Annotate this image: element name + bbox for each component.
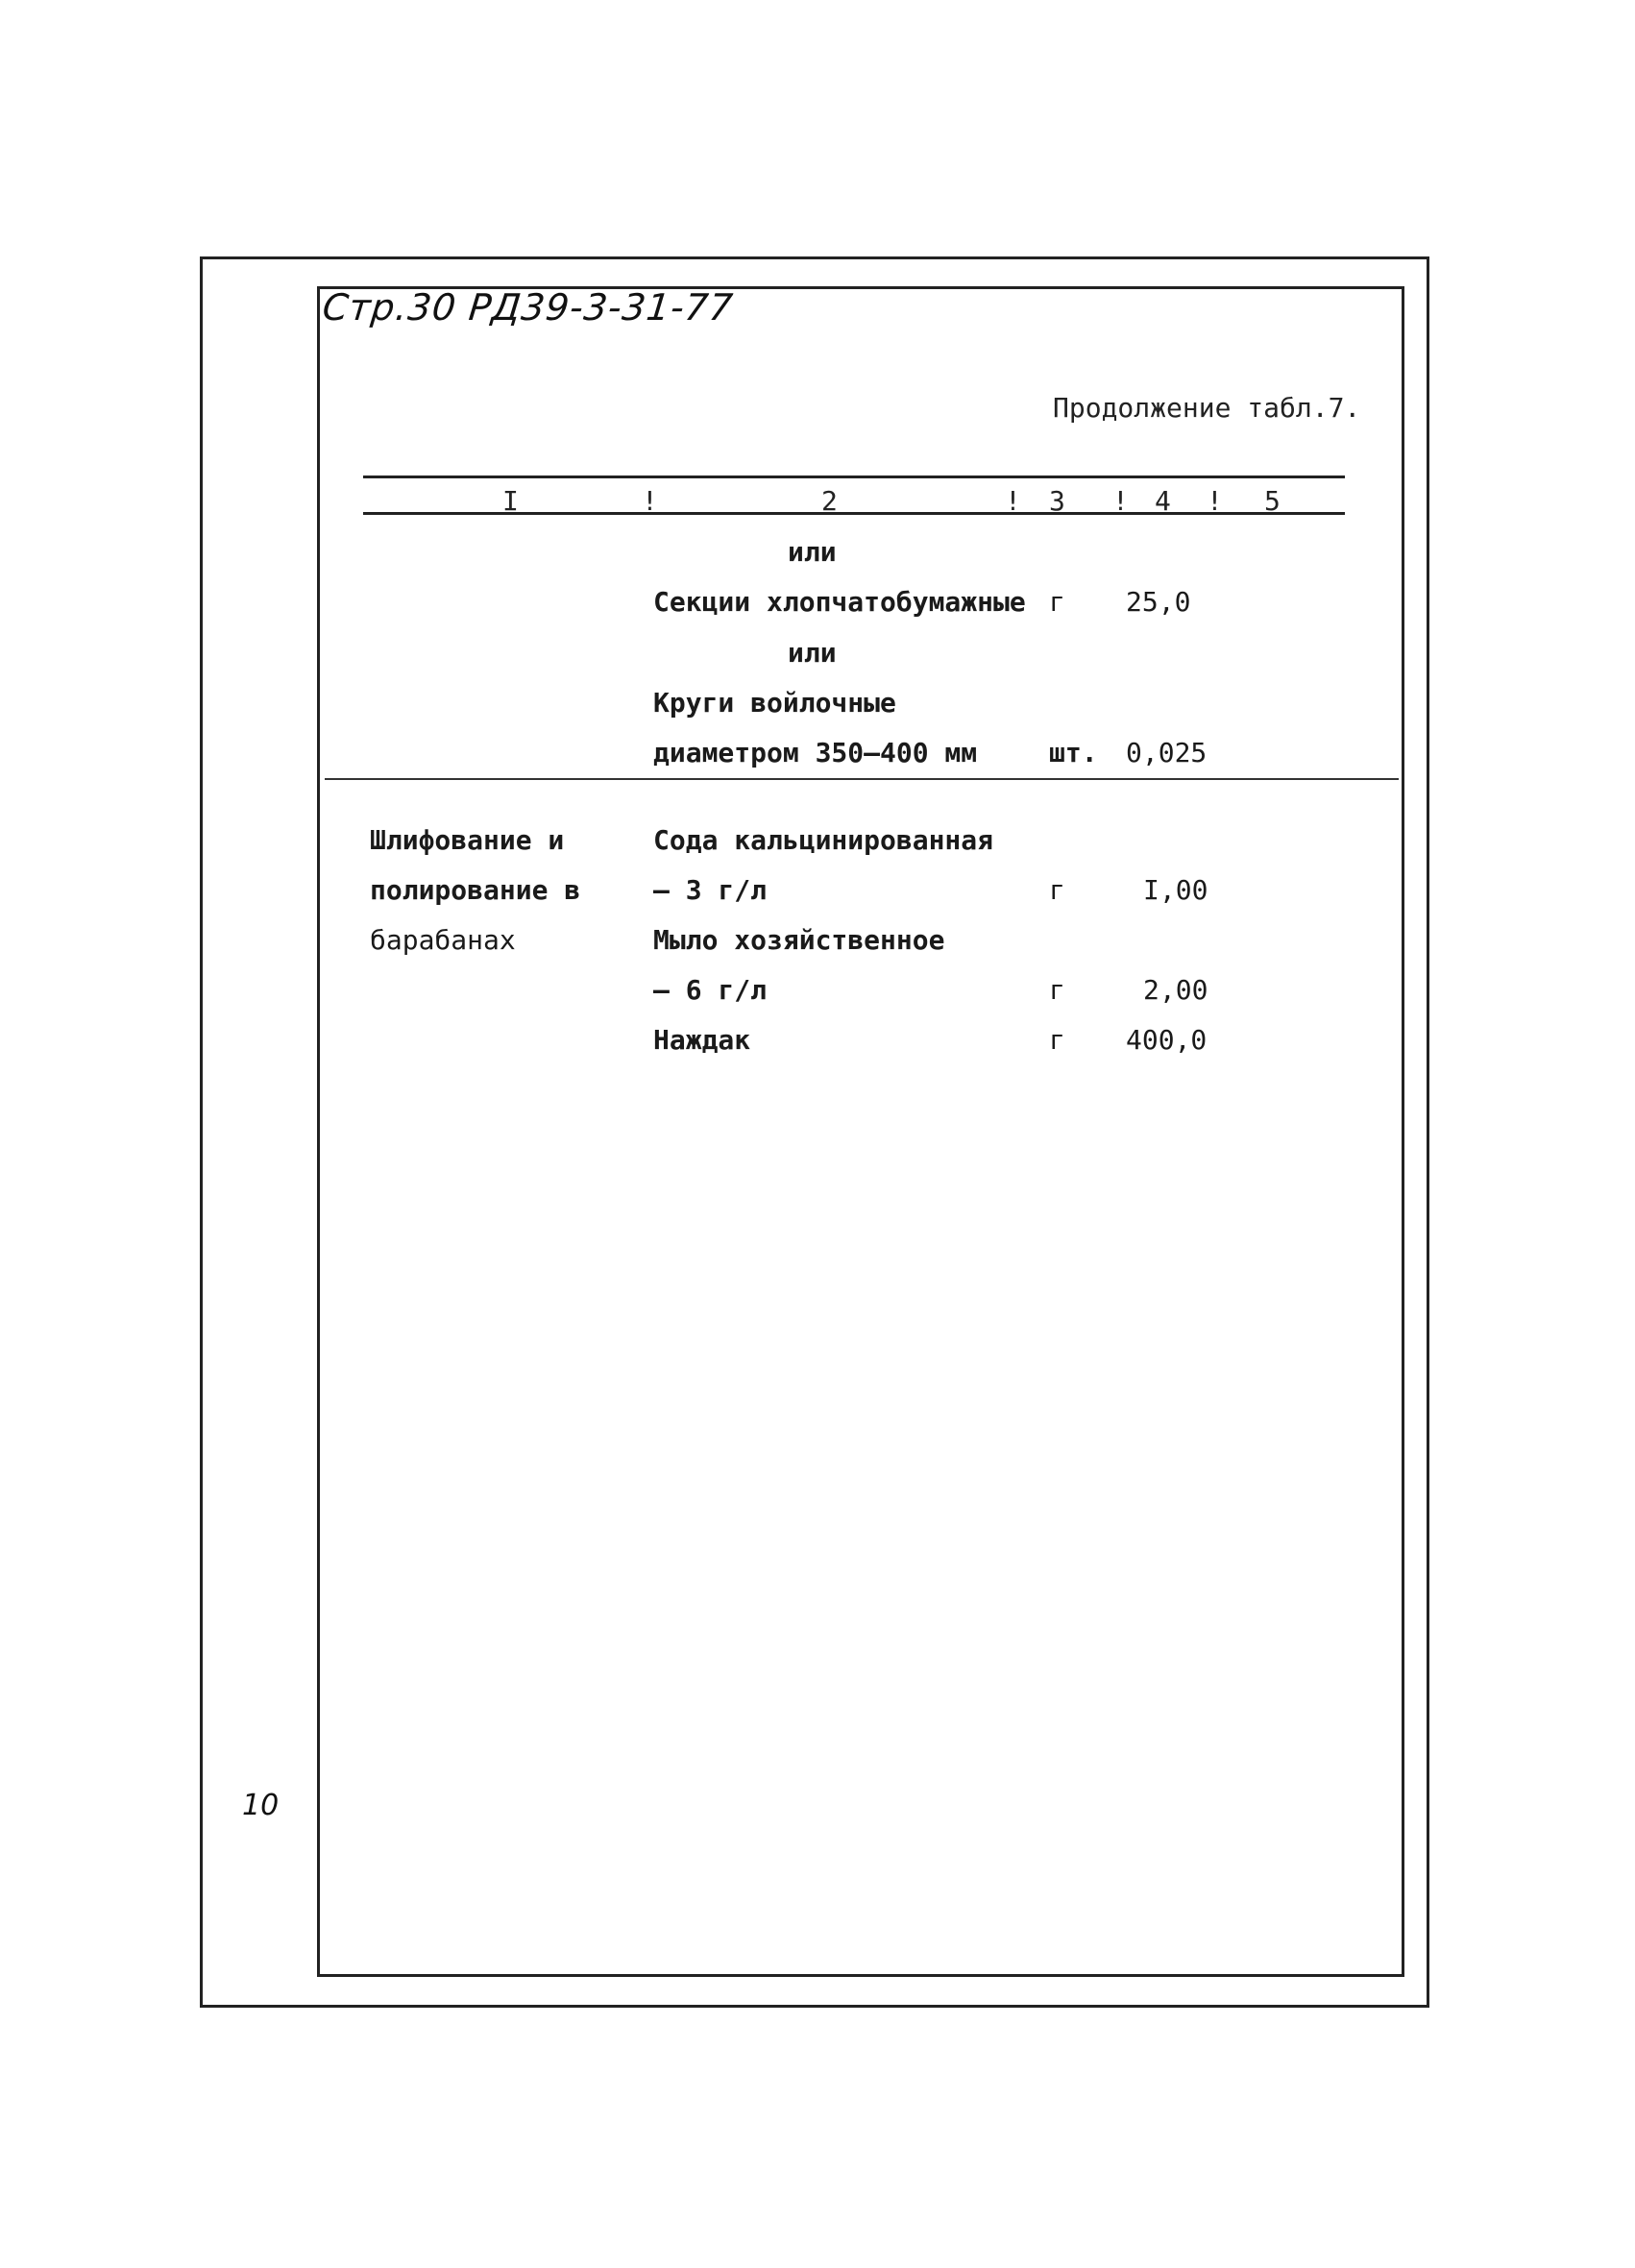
section-divider [325, 778, 1399, 780]
unit-cell: г [1049, 874, 1065, 906]
page-code: Стр.30 РД39-3-31-77 [320, 286, 736, 329]
column-header-4: 4 [1155, 485, 1171, 517]
unit-cell: шт. [1049, 737, 1098, 768]
amount-cell: 2,00 [1143, 974, 1208, 1006]
material-cell: диаметром 350–400 мм [653, 737, 978, 768]
material-cell: Наждак [653, 1024, 751, 1056]
column-header-1: I [502, 485, 519, 517]
column-separator: ! [642, 485, 658, 517]
material-cell: – 3 г/л [653, 874, 768, 906]
unit-cell: г [1049, 1024, 1065, 1056]
inner-page-frame [317, 286, 1404, 1977]
amount-cell: I,00 [1143, 874, 1208, 906]
header-top-rule [363, 476, 1345, 478]
unit-cell: г [1049, 586, 1065, 618]
amount-cell: 25,0 [1126, 586, 1191, 618]
column-separator: ! [1005, 485, 1021, 517]
material-cell: или [788, 637, 837, 669]
material-cell: Сода кальцинированная [653, 824, 994, 856]
column-header-2: 2 [821, 485, 838, 517]
operation-cell: Шлифование и [370, 824, 565, 856]
operation-cell: барабанах [370, 924, 516, 956]
material-cell: Круги войлочные [653, 687, 896, 719]
amount-cell: 0,025 [1126, 737, 1208, 768]
table-continuation-label: Продолжение табл.7. [1053, 392, 1361, 424]
column-header-5: 5 [1264, 485, 1281, 517]
amount-cell: 400,0 [1126, 1024, 1208, 1056]
operation-cell: полирование в [370, 874, 581, 906]
material-cell: – 6 г/л [653, 974, 768, 1006]
column-separator: ! [1207, 485, 1223, 517]
material-cell: или [788, 536, 837, 568]
material-cell: Мыло хозяйственное [653, 924, 945, 956]
unit-cell: г [1049, 974, 1065, 1006]
margin-page-number: 10 [242, 1789, 280, 1822]
column-header-3: 3 [1049, 485, 1065, 517]
material-cell: Секции хлопчатобумажные [653, 586, 1026, 618]
column-separator: ! [1112, 485, 1129, 517]
